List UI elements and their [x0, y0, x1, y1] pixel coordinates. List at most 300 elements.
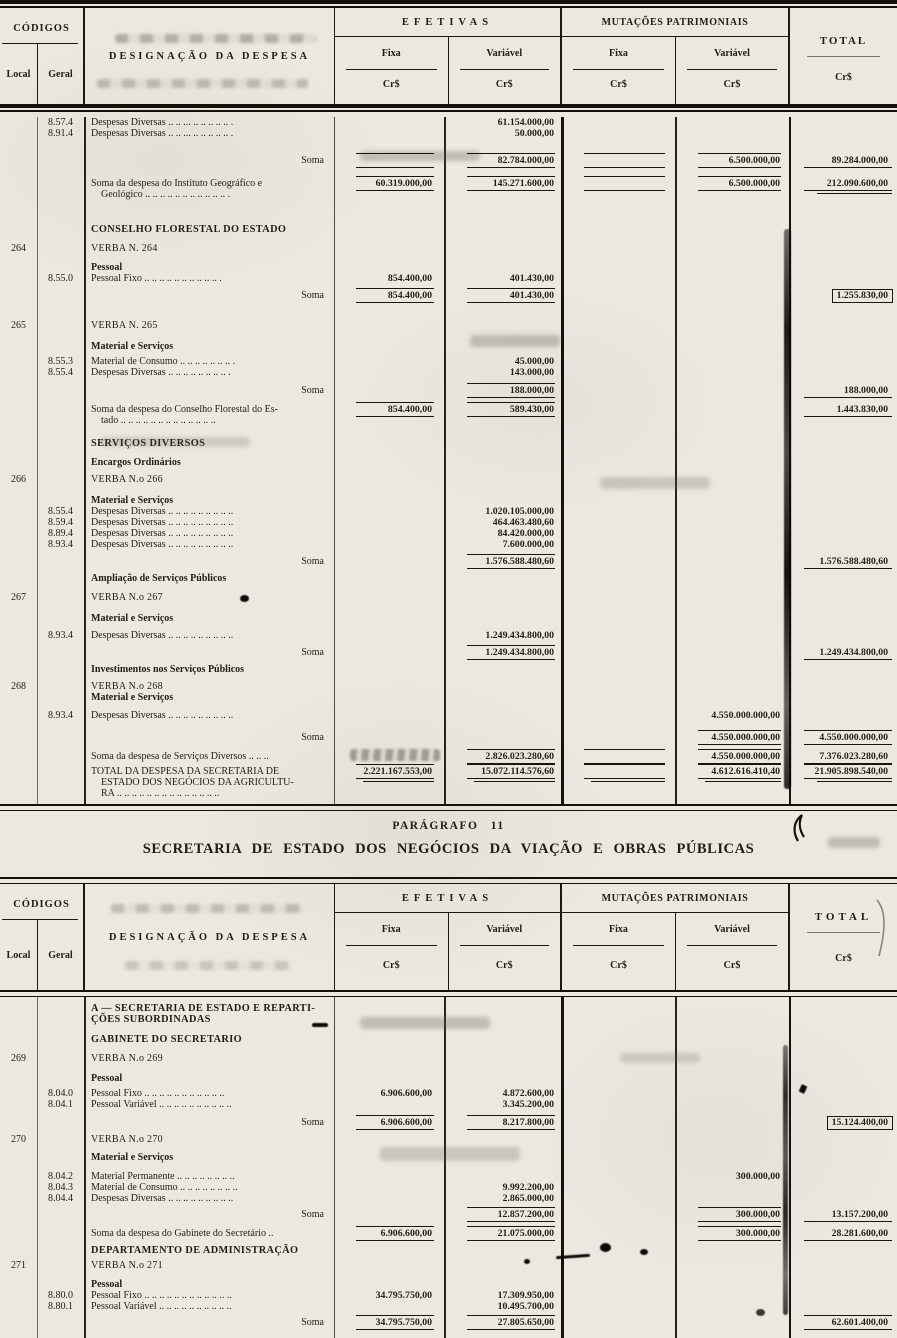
- codigos-label: CÓDIGOS: [13, 23, 70, 34]
- total-column-header: [790, 884, 897, 990]
- column-line: [84, 117, 86, 804]
- section-title-block: [0, 811, 897, 877]
- local-label: Local: [6, 68, 31, 80]
- mutacoes-label: MUTAÇÕES PATRIMONIAIS: [601, 892, 749, 904]
- amount-mf: [561, 404, 675, 415]
- table-row: [0, 474, 897, 485]
- page-top-rule: [0, 0, 897, 8]
- amount-tot: 4.550.000.000,00: [789, 732, 897, 743]
- amount-ef: [334, 457, 444, 468]
- designacao-label: DESIGNAÇÃO DA DESPESA: [108, 931, 311, 943]
- amount-ef: [334, 1152, 444, 1163]
- amount-tot: 13.157.200,00: [789, 1209, 897, 1220]
- amount-mv: [675, 1117, 789, 1128]
- table-row: [0, 506, 897, 517]
- designacao-cell: Material e Serviços: [91, 341, 174, 352]
- amount-mf: [561, 1209, 675, 1220]
- table2-top-rule: [0, 877, 897, 884]
- designacao-column-header: [85, 884, 335, 990]
- designacao-cell: Soma: [301, 556, 324, 567]
- amount-mv: 4.550.000.000,00: [711, 710, 780, 721]
- currency-label: Cr$: [835, 72, 852, 83]
- amount-tot: [789, 1073, 897, 1084]
- amount-mv: [675, 630, 789, 641]
- designacao-cell: VERBA N.o 266: [91, 474, 163, 485]
- amount-ef: [334, 692, 444, 703]
- amount-tot: [789, 262, 897, 273]
- amount-tot: [789, 273, 897, 284]
- efetivas-group-header: [335, 884, 562, 990]
- amount-tot: [789, 1003, 897, 1014]
- efetivas-label: EFETIVAS: [401, 892, 494, 904]
- amount-ev: 145.271.600,00: [444, 178, 561, 189]
- amount-ef: [334, 664, 444, 675]
- table-row: [0, 647, 897, 658]
- designacao-cell: Soma da despesa do Gabinete do Secretário ..: [91, 1228, 274, 1239]
- amount-mv: [675, 117, 789, 128]
- amount-tot: [789, 367, 897, 378]
- amount-ev: [444, 474, 561, 485]
- table-row: [0, 630, 897, 641]
- amount-ef: [334, 517, 444, 528]
- amount-tot: 1.576.588.480,60: [789, 556, 897, 567]
- designacao-cell: Soma da despesa de Serviços Diversos .. .. ..: [91, 751, 269, 762]
- amount-ef: [334, 320, 444, 331]
- amount-ef: [334, 1279, 444, 1290]
- amount-tot: [789, 1053, 897, 1064]
- table1-header-rule: [0, 104, 897, 112]
- paragrafo-title: PARÁGRAFO 11: [392, 820, 505, 832]
- table-row: [0, 1171, 897, 1182]
- designacao-cell: VERBA N.o 267: [91, 592, 163, 603]
- designacao-cell: Pessoal: [91, 1073, 123, 1084]
- amount-mv: [675, 438, 789, 449]
- amount-ef: [334, 1099, 444, 1110]
- designacao-cell: VERBA N. 264: [91, 243, 158, 254]
- table-row: [0, 1290, 897, 1301]
- amount-tot: [789, 528, 897, 539]
- amount-mf: [561, 1152, 675, 1163]
- designacao-cell: VERBA N.o 270: [91, 1134, 163, 1145]
- designacao-cell: Despesas Diversas .. .. .. .. .. .. .. .. ..: [91, 710, 234, 721]
- amount-ev: 8.217.800,00: [444, 1117, 561, 1128]
- amount-ef: 854.400,00: [334, 404, 444, 415]
- amount-mf: [561, 1117, 675, 1128]
- amount-mv: [675, 1073, 789, 1084]
- amount-mf: [561, 710, 675, 721]
- designacao-cell: Pessoal Variável .. .. .. .. .. .. .. .. .. ..: [91, 1099, 232, 1110]
- amount-mf: [561, 681, 675, 692]
- amount-mf: [561, 528, 675, 539]
- amount-tot: [789, 1279, 897, 1290]
- geral-code: 8.04.0: [48, 1088, 73, 1099]
- amount-ev: [444, 1152, 561, 1163]
- amount-mf: [561, 1245, 675, 1256]
- ink-smudge: [111, 904, 304, 913]
- ink-smudge: [125, 961, 290, 970]
- amount-ef: [334, 224, 444, 235]
- amount-ef: [334, 1171, 444, 1182]
- amount-mv: [675, 385, 789, 396]
- table-row: [0, 1193, 897, 1204]
- amount-ef: 854.400,00: [387, 273, 432, 284]
- amount-mf: [561, 692, 675, 703]
- local-code: 269: [11, 1053, 26, 1064]
- mutacoes-variavel-label: Variável: [714, 47, 750, 59]
- amount-tot: 89.284.000,00: [789, 155, 897, 166]
- mutacoes-variavel-label: Variável: [714, 923, 750, 935]
- designacao-cell: Despesas Diversas .. .. ... .. .. .. .. .. .: [91, 117, 234, 128]
- amount-mv: [675, 1088, 789, 1099]
- amount-tot: 1.249.434.800,00: [789, 647, 897, 658]
- amount-ev: 7.600.000,00: [502, 539, 554, 550]
- geral-label: Geral: [37, 920, 83, 990]
- amount-mf: [561, 1182, 675, 1193]
- amount-ef: [334, 592, 444, 603]
- table-row: [0, 517, 897, 528]
- amount-ev: 15.072.114.576,60: [444, 766, 561, 777]
- geral-code: 8.04.4: [48, 1193, 73, 1204]
- geral-code: 8.91.4: [48, 128, 73, 139]
- table-row: [0, 273, 897, 284]
- designacao-column-header: [85, 8, 335, 104]
- amount-ev: 84.420.000,00: [497, 528, 554, 539]
- amount-mv: [675, 1301, 789, 1312]
- amount-mf: [561, 273, 675, 284]
- designacao-cell: Pessoal: [91, 262, 123, 273]
- table-row: [0, 117, 897, 128]
- designacao-cell: Soma da despesa do Instituto Geográfico e Geológico .. .. .. .. .. .. .. .. .. .. .. .: [91, 178, 263, 200]
- budget-table-viacao: [0, 997, 897, 1338]
- column-line: [84, 997, 86, 1338]
- amount-tot: [789, 474, 897, 485]
- amount-ef: [334, 573, 444, 584]
- amount-mv: 4.550.000.000,00: [675, 732, 789, 743]
- amount-ef: 6.906.600,00: [334, 1117, 444, 1128]
- amount-ev: 1.020.105.000,00: [485, 506, 554, 517]
- designacao-cell: Soma: [301, 290, 324, 301]
- table2-header-rule: [0, 990, 897, 997]
- geral-code: 8.55.0: [48, 273, 73, 284]
- amount-tot: [789, 1099, 897, 1110]
- amount-ev: 1.249.434.800,00: [444, 647, 561, 658]
- table-row: [0, 664, 897, 675]
- amount-mf: [561, 341, 675, 352]
- table-row: [0, 692, 897, 703]
- mutacoes-fixa-label: Fixa: [609, 923, 628, 935]
- amount-mf: [561, 506, 675, 517]
- amount-ef: [334, 681, 444, 692]
- amount-ev: 589.430,00: [444, 404, 561, 415]
- table-row: [0, 1301, 897, 1312]
- amount-ev: [444, 495, 561, 506]
- amount-ev: [444, 1171, 561, 1182]
- amount-ef: 6.906.600,00: [380, 1088, 432, 1099]
- geral-label: Geral: [37, 44, 83, 104]
- designacao-cell: Soma: [301, 647, 324, 658]
- designacao-cell: Encargos Ordinários: [91, 457, 181, 468]
- amount-ev: 143.000,00: [509, 367, 554, 378]
- geral-code: 8.55.4: [48, 367, 73, 378]
- amount-tot: [789, 495, 897, 506]
- amount-ef: [334, 1073, 444, 1084]
- currency-label: Cr$: [495, 78, 513, 90]
- amount-mv: [675, 224, 789, 235]
- amount-mv: [675, 539, 789, 550]
- amount-ev: 27.805.650,00: [444, 1317, 561, 1328]
- designacao-cell: Soma: [301, 385, 324, 396]
- amount-mf: [561, 1088, 675, 1099]
- table-row: [0, 290, 897, 302]
- amount-mv: [675, 517, 789, 528]
- amount-mf: [561, 664, 675, 675]
- amount-ef: 854.400,00: [334, 290, 444, 301]
- amount-mv: [675, 404, 789, 415]
- local-label: Local: [6, 949, 31, 961]
- amount-mf: [561, 517, 675, 528]
- total-label: TOTAL: [814, 911, 873, 923]
- amount-tot: 7.376.023.280,60: [789, 751, 897, 762]
- geral-code: 8.93.4: [48, 630, 73, 641]
- amount-ev: 4.872.600,00: [502, 1088, 554, 1099]
- amount-ef: [334, 539, 444, 550]
- local-code: 265: [11, 320, 26, 331]
- amount-ef: [334, 474, 444, 485]
- designacao-cell: Soma: [301, 1317, 324, 1328]
- table-row: [0, 1317, 897, 1328]
- efetivas-label: EFETIVAS: [401, 16, 494, 28]
- ink-dash: [312, 1023, 328, 1027]
- column-line: [37, 117, 38, 804]
- ink-smudge: [97, 79, 308, 88]
- table-row: [0, 710, 897, 721]
- amount-ef: [334, 630, 444, 641]
- amount-mv: [675, 506, 789, 517]
- amount-ef: 34.795.750,00: [375, 1290, 432, 1301]
- table-row: [0, 155, 897, 166]
- table-row: [0, 1034, 897, 1045]
- amount-mv: 4.612.616.410,40: [675, 766, 789, 777]
- amount-mv: [675, 1053, 789, 1064]
- designacao-cell: VERBA N. 265: [91, 320, 158, 331]
- amount-mv: [675, 474, 789, 485]
- amount-mf: [561, 155, 675, 166]
- designacao-cell: Pessoal Fixo .. .. .. .. .. .. .. .. .. .. ..: [91, 1088, 225, 1099]
- budget-table-agricultura: [0, 117, 897, 804]
- designacao-cell: Soma: [301, 732, 324, 743]
- amount-ev: [444, 1134, 561, 1145]
- amount-ef: [334, 1053, 444, 1064]
- amount-mv: [675, 320, 789, 331]
- amount-ev: 1.576.588.480,60: [444, 556, 561, 567]
- designacao-cell: Despesas Diversas .. .. .. .. .. .. .. .. .: [91, 367, 231, 378]
- designacao-cell: Material Permanente .. .. .. .. .. .. .. ..: [91, 1171, 235, 1182]
- amount-ef: [334, 128, 444, 139]
- amount-mf: [561, 474, 675, 485]
- amount-tot: [789, 117, 897, 128]
- amount-mv: [675, 341, 789, 352]
- amount-mv: [675, 1279, 789, 1290]
- amount-mv: 300.000,00: [675, 1228, 789, 1239]
- table-row: [0, 1053, 897, 1064]
- designacao-cell: Ampliação de Serviços Públicos: [91, 573, 227, 584]
- table-row: [0, 262, 897, 273]
- designacao-cell: VERBA N.o 271: [91, 1260, 163, 1271]
- amount-mv: [675, 356, 789, 367]
- local-code: 267: [11, 592, 26, 603]
- amount-mf: [561, 224, 675, 235]
- amount-ev: [444, 341, 561, 352]
- amount-tot: [789, 664, 897, 675]
- efetivas-fixa-label: Fixa: [381, 923, 401, 935]
- table-row: [0, 1209, 897, 1220]
- table-row: [0, 224, 897, 235]
- local-code: 268: [11, 681, 26, 692]
- designacao-cell: Despesas Diversas .. .. .. .. .. .. .. .. ..: [91, 528, 234, 539]
- amount-ef: [334, 356, 444, 367]
- amount-ev: [444, 573, 561, 584]
- amount-mv: [675, 243, 789, 254]
- amount-mf: [561, 1053, 675, 1064]
- table-row: [0, 613, 897, 624]
- efetivas-group-header: [335, 8, 562, 104]
- amount-mf: [561, 356, 675, 367]
- amount-ev: [444, 1053, 561, 1064]
- amount-tot: [789, 681, 897, 692]
- efetivas-variavel-label: Variável: [486, 923, 523, 935]
- designacao-cell: Investimentos nos Serviços Públicos: [91, 664, 245, 675]
- amount-ev: 50.000,00: [514, 128, 554, 139]
- amount-tot: 21.905.898.540,00: [789, 766, 897, 777]
- amount-mf: [561, 1290, 675, 1301]
- table1-header: [0, 8, 897, 104]
- amount-ev: 401.430,00: [444, 290, 561, 301]
- amount-ev: 464.463.480,60: [492, 517, 554, 528]
- currency-label: Cr$: [610, 959, 627, 971]
- amount-ev: [444, 262, 561, 273]
- amount-mv: [675, 1317, 789, 1328]
- designacao-cell: Pessoal: [91, 1279, 123, 1290]
- table1-bottom-rule: [0, 804, 897, 811]
- designacao-cell: SERVIÇOS DIVERSOS: [91, 438, 206, 449]
- amount-ef: [334, 262, 444, 273]
- geral-code: 8.80.0: [48, 1290, 73, 1301]
- amount-mv: [675, 1003, 789, 1014]
- amount-ev: [444, 224, 561, 235]
- amount-mv: [675, 556, 789, 567]
- geral-code: 8.93.4: [48, 539, 73, 550]
- table-row: [0, 528, 897, 539]
- amount-ef: [334, 751, 444, 762]
- amount-mv: 6.500.000,00: [675, 155, 789, 166]
- amount-tot: [789, 592, 897, 603]
- mutacoes-group-header: [562, 8, 790, 104]
- geral-code: 8.55.3: [48, 356, 73, 367]
- efetivas-fixa-label: Fixa: [381, 47, 401, 59]
- amount-tot: [789, 1245, 897, 1256]
- geral-code: 8.04.3: [48, 1182, 73, 1193]
- pencil-smudge: [360, 1017, 490, 1029]
- amount-ev: [444, 1073, 561, 1084]
- amount-ev: 401.430,00: [509, 273, 554, 284]
- table-row: [0, 341, 897, 352]
- amount-mf: [561, 1193, 675, 1204]
- amount-ev: 3.345.200,00: [502, 1099, 554, 1110]
- local-code: 266: [11, 474, 26, 485]
- amount-ev: 61.154.000,00: [497, 117, 554, 128]
- table-row: [0, 681, 897, 692]
- amount-tot: [789, 1301, 897, 1312]
- table-row: [0, 1099, 897, 1110]
- table-row: [0, 1073, 897, 1084]
- mutacoes-fixa-label: Fixa: [609, 47, 628, 59]
- amount-ef: [334, 155, 444, 166]
- amount-mv: [675, 647, 789, 658]
- total-label: TOTAL: [819, 35, 868, 47]
- geral-code: 8.80.1: [48, 1301, 73, 1312]
- amount-ef: [334, 528, 444, 539]
- amount-mv: [675, 273, 789, 284]
- amount-ef: [334, 243, 444, 254]
- amount-ev: 9.992.200,00: [502, 1182, 554, 1193]
- amount-tot: 1.255.830,00: [789, 290, 897, 302]
- amount-ev: 21.075.000,00: [444, 1228, 561, 1239]
- amount-tot: [789, 539, 897, 550]
- designacao-cell: Soma: [301, 155, 324, 166]
- amount-mf: [561, 438, 675, 449]
- amount-ev: 45.000,00: [514, 356, 554, 367]
- column-line: [37, 997, 38, 1338]
- table2-header: [0, 884, 897, 990]
- amount-ev: [444, 1245, 561, 1256]
- amount-mf: [561, 495, 675, 506]
- amount-ef: [334, 613, 444, 624]
- amount-ef: [334, 506, 444, 517]
- table-row: [0, 1134, 897, 1145]
- table-row: [0, 556, 897, 567]
- amount-mv: [675, 1134, 789, 1145]
- amount-tot: [789, 243, 897, 254]
- amount-mf: [561, 613, 675, 624]
- efetivas-variavel-label: Variável: [486, 47, 523, 59]
- amount-tot: [789, 1193, 897, 1204]
- amount-mv: [675, 367, 789, 378]
- amount-tot: 212.090.600,00: [789, 178, 897, 189]
- designacao-cell: Material e Serviços: [91, 495, 174, 506]
- currency-label: Cr$: [723, 959, 741, 971]
- amount-mf: [561, 573, 675, 584]
- amount-ef: [334, 1301, 444, 1312]
- amount-mf: [561, 1099, 675, 1110]
- amount-mv: [675, 528, 789, 539]
- amount-ef: [334, 732, 444, 743]
- amount-mv: 4.550.000.000,00: [675, 751, 789, 762]
- amount-mv: [675, 681, 789, 692]
- amount-ev: 12.857.200,00: [444, 1209, 561, 1220]
- amount-mv: [675, 1245, 789, 1256]
- designacao-cell: Despesas Diversas .. .. ... .. .. .. .. .. .: [91, 128, 234, 139]
- amount-ev: [444, 243, 561, 254]
- amount-ef: 6.906.600,00: [334, 1228, 444, 1239]
- table-row: [0, 243, 897, 254]
- amount-ev: 2.865.000,00: [502, 1193, 554, 1204]
- geral-code: 8.04.2: [48, 1171, 73, 1182]
- amount-mv: [675, 613, 789, 624]
- amount-mf: [561, 1301, 675, 1312]
- amount-mf: [561, 243, 675, 254]
- designacao-cell: Soma: [301, 1117, 324, 1128]
- geral-code: 8.89.4: [48, 528, 73, 539]
